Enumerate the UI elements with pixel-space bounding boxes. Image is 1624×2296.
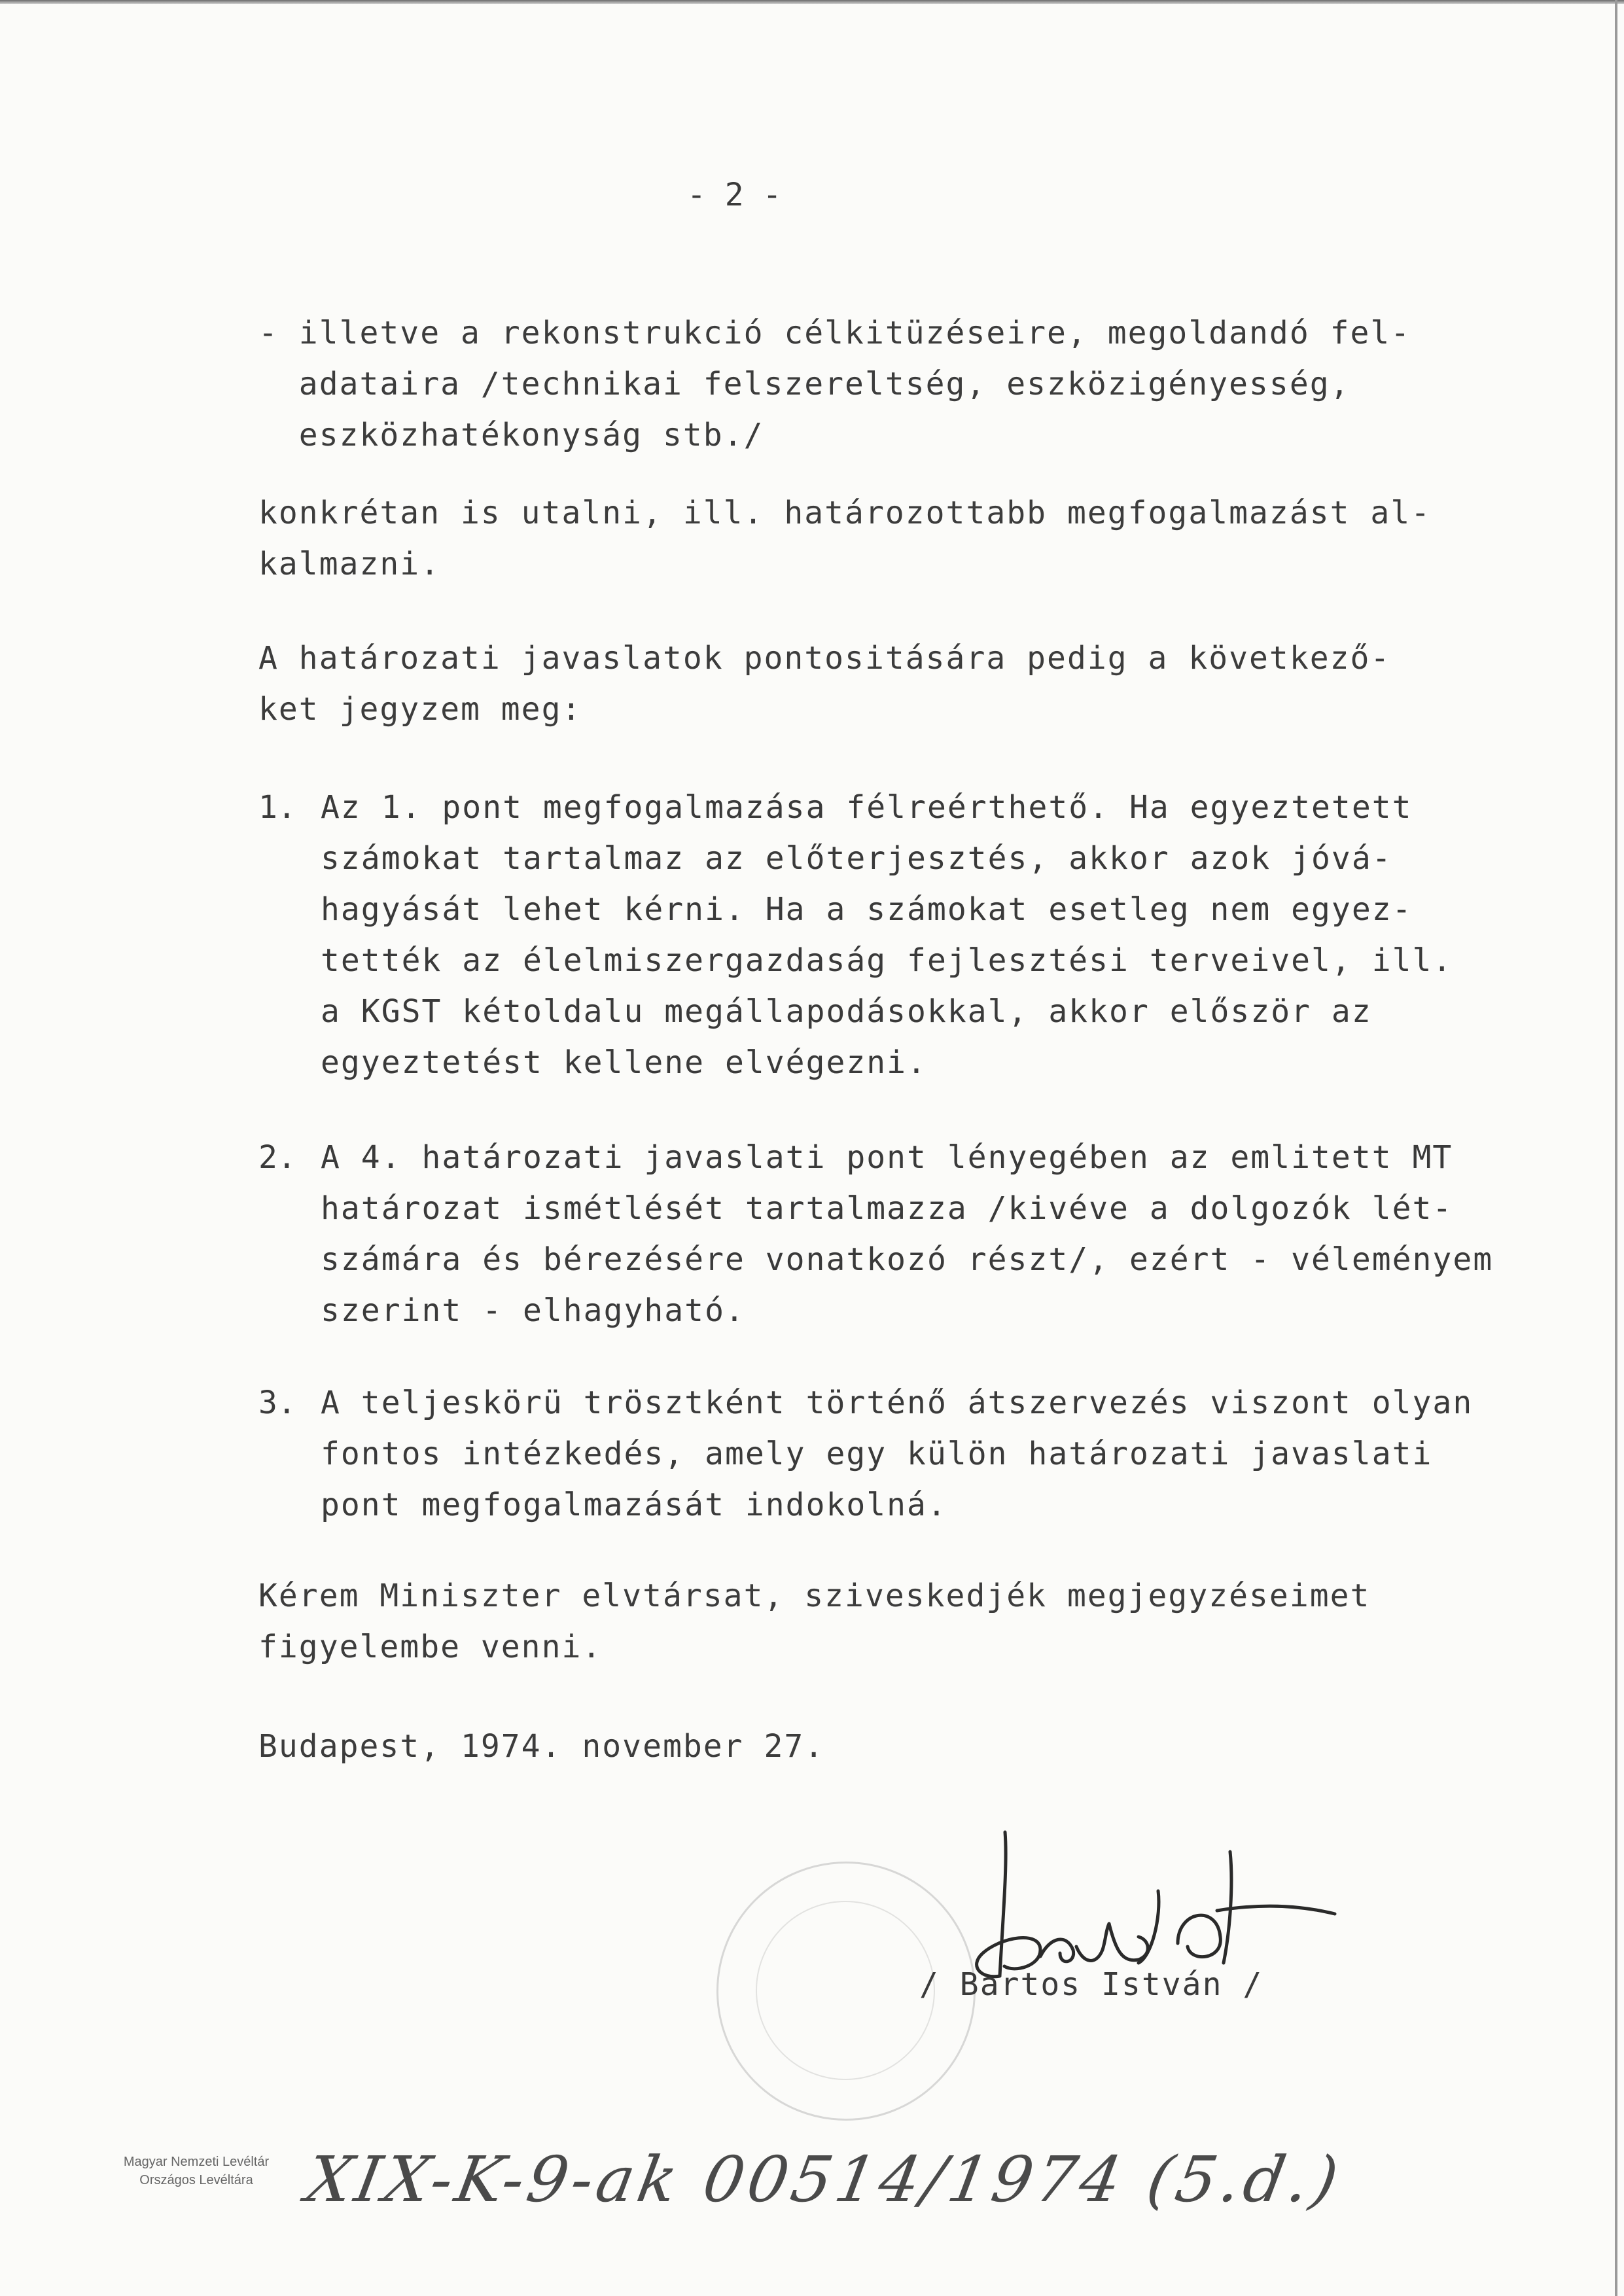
paragraph2-line-2: ket jegyzem meg:	[258, 691, 582, 728]
item-1-line-1: Az 1. pont megfogalmazása félreérthető. Ha egyeztetett	[321, 789, 1413, 826]
official-stamp-inner-ring	[756, 1901, 935, 2080]
item-2-line-1: A 4. határozati javaslati pont lényegében az emlitett MT	[321, 1139, 1453, 1176]
item-1-line-4: tették az élelmiszergazdaság fejlesztési terveivel, ill.	[321, 942, 1453, 979]
item-2-number: 2.	[258, 1139, 296, 1176]
intro-line-1: - illetve a rekonstrukció célkitüzéseire, megoldandó fel-	[258, 315, 1411, 351]
paragraph1-line-1: konkrétan is utalni, ill. határozottabb megfogalmazást al-	[258, 495, 1432, 531]
archive-stamp	[98, 2153, 294, 2189]
archive-stamp-line-2: Országos Levéltára	[139, 2173, 253, 2187]
intro-line-2: adataira /technikai felszereltség, eszközigényesség,	[258, 366, 1350, 402]
item-1-line-2: számokat tartalmaz az előterjesztés, akkor azok jóvá-	[321, 840, 1392, 877]
scan-right-edge	[1615, 0, 1617, 2296]
closing-line-1: Kérem Miniszter elvtársat, sziveskedjék megjegyzéseimet	[258, 1578, 1371, 1614]
item-3-line-3: pont megfogalmazását indokolná.	[321, 1487, 947, 1523]
scan-top-edge	[0, 0, 1624, 4]
date-line: Budapest, 1974. november 27.	[258, 1728, 825, 1765]
signer-name: / Bartos István /	[919, 1966, 1263, 2003]
item-2-line-2: határozat ismétlését tartalmazza /kivéve a dolgozók lét-	[321, 1190, 1453, 1227]
archive-reference: XIX-K-9-ak 00514/1974 (5.d.)	[301, 2143, 1348, 2216]
archive-stamp-line-1: Magyar Nemzeti Levéltár	[123, 2155, 270, 2169]
item-2-line-4: szerint - elhagyható.	[321, 1292, 745, 1329]
item-1-number: 1.	[258, 789, 296, 826]
page-number: - 2 -	[687, 177, 782, 213]
closing-line-2: figyelembe venni.	[258, 1629, 603, 1665]
item-2-line-3: számára és bérezésére vonatkozó részt/, ezért - véleményem	[321, 1241, 1494, 1278]
item-1-line-6: egyeztetést kellene elvégezni.	[321, 1044, 927, 1081]
item-3-number: 3.	[258, 1385, 296, 1421]
item-1-line-5: a KGST kétoldalu megállapodásokkal, akkor először az	[321, 993, 1372, 1030]
intro-line-3: eszközhatékonyság stb./	[258, 417, 764, 453]
paragraph2-line-1: A határozati javaslatok pontositására pedig a következő-	[258, 640, 1391, 677]
item-3-line-2: fontos intézkedés, amely egy külön határozati javaslati	[321, 1436, 1433, 1472]
item-1-line-3: hagyását lehet kérni. Ha a számokat esetleg nem egyez-	[321, 891, 1413, 928]
item-3-line-1: A teljeskörü trösztként történő átszervezés viszont olyan	[321, 1385, 1474, 1421]
paragraph1-line-2: kalmazni.	[258, 546, 441, 582]
